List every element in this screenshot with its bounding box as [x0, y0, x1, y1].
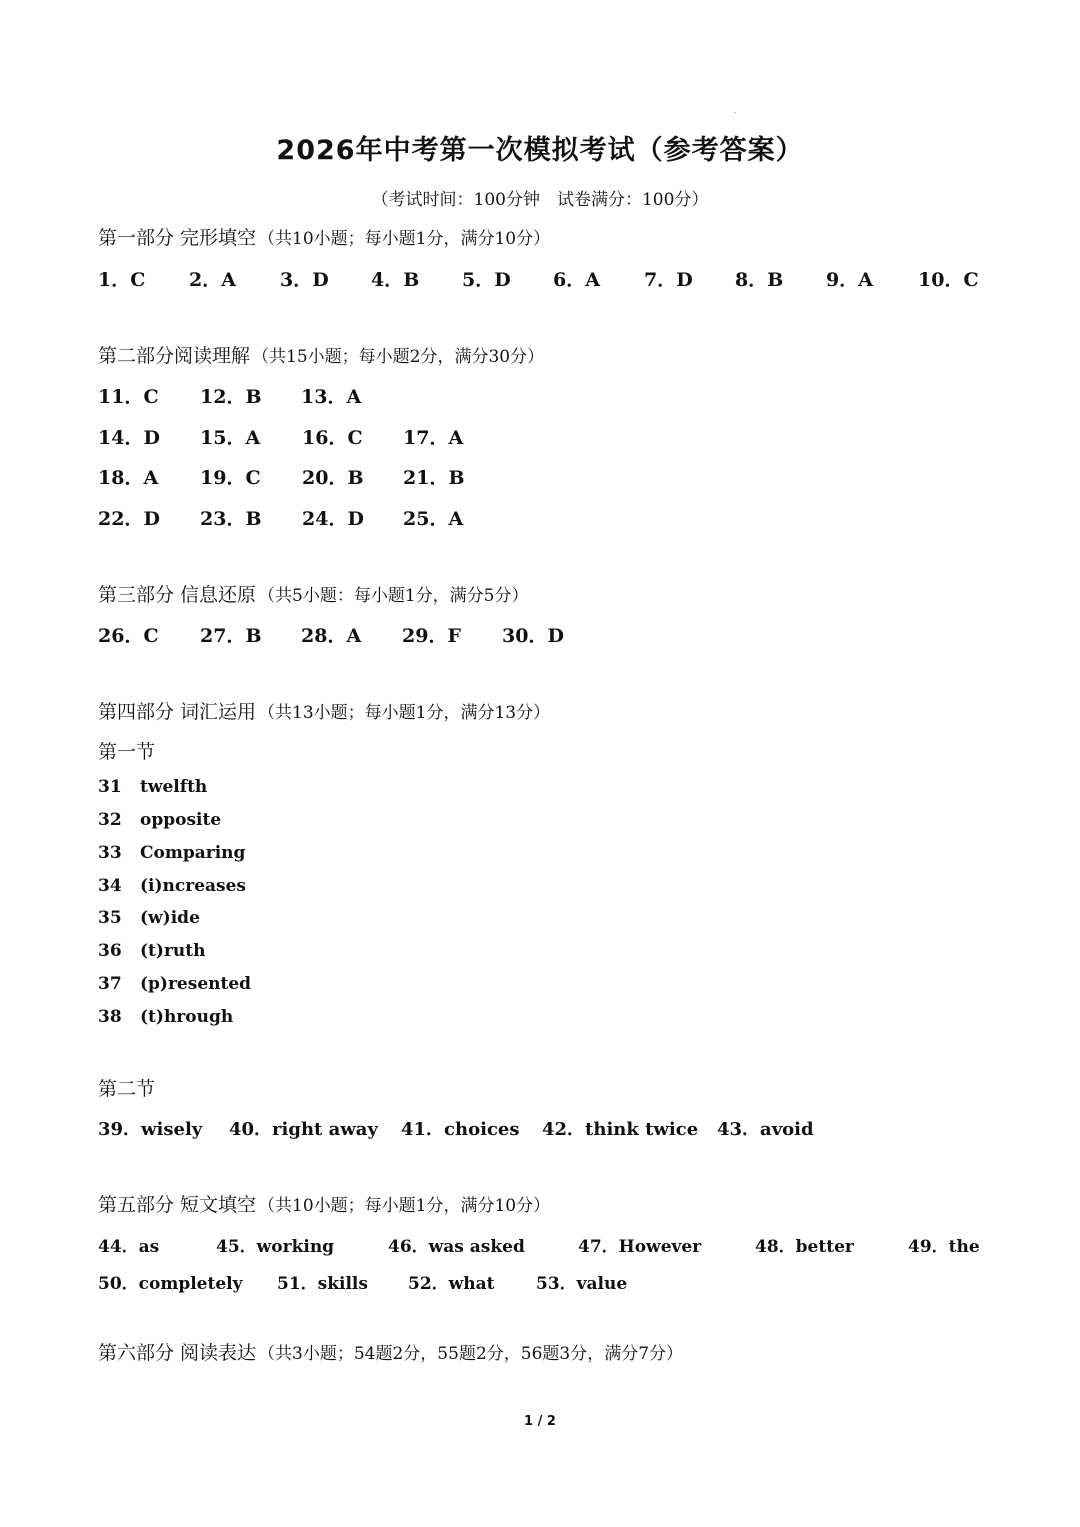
answer-item: 45．working — [216, 1237, 335, 1257]
vocab-word: opposite — [140, 810, 222, 830]
answer-item: 43．avoid — [717, 1119, 814, 1140]
answer-item: 47．However — [578, 1237, 702, 1257]
vocab-word: (p)resented — [140, 974, 252, 994]
part1-heading — [98, 223, 550, 250]
vocab-word: (t)hrough — [140, 1007, 234, 1027]
part4-section2-label: 第二节 — [98, 1078, 156, 1100]
answer-item: 48．better — [755, 1237, 854, 1257]
answer-item: 24．D — [302, 508, 364, 530]
answer-item: 25．A — [403, 508, 464, 530]
page-title: 2026年中考第一次模拟考试（参考答案） — [276, 135, 804, 166]
answer-item: 26．C — [98, 625, 159, 647]
vocab-number: 31 — [98, 777, 122, 797]
vocab-word: (w)ide — [140, 908, 200, 928]
answer-item: 15．A — [200, 427, 261, 449]
vocab-word: (t)ruth — [140, 941, 206, 961]
answer-item: 3．D — [280, 269, 329, 291]
part1-note: （共10小题；每小题1分，满分10分） — [258, 229, 551, 249]
vocab-number: 33 — [98, 843, 122, 863]
answer-item: 28．A — [301, 625, 362, 647]
answer-item: 6．A — [553, 269, 600, 291]
vocab-number: 32 — [98, 810, 122, 830]
part5-title: 第五部分 短文填空 — [98, 1194, 257, 1216]
part2-note: （共15小题；每小题2分，满分30分） — [252, 347, 545, 367]
answer-item: 50．completely — [98, 1274, 243, 1294]
answer-item: 44．as — [98, 1237, 160, 1257]
answer-item: 1．C — [98, 269, 146, 291]
answer-item: 52．what — [408, 1274, 495, 1294]
part4-note: （共13小题；每小题1分，满分13分） — [258, 703, 551, 723]
answer-item: 53．value — [536, 1274, 628, 1294]
answer-item: 4．B — [371, 269, 420, 291]
answer-item: 23．B — [200, 508, 262, 530]
part6-title: 第六部分 阅读表达 — [98, 1342, 257, 1364]
answer-item: 7．D — [644, 269, 693, 291]
answer-item: 8．B — [735, 269, 784, 291]
answer-item: 14．D — [98, 427, 160, 449]
answer-item: 12．B — [200, 386, 262, 408]
answer-item: 39．wisely — [98, 1119, 203, 1140]
answer-item: 13．A — [301, 386, 362, 408]
part4-title: 第四部分 词汇运用 — [98, 701, 257, 723]
answer-item: 41．choices — [401, 1119, 520, 1140]
answer-item: 27．B — [200, 625, 262, 647]
part2-title: 第二部分阅读理解 — [98, 345, 251, 367]
vocab-number: 38 — [98, 1007, 122, 1027]
answer-item: 11．C — [98, 386, 159, 408]
answer-item: 51．skills — [277, 1274, 368, 1294]
part2-heading — [98, 341, 544, 368]
answer-item: 2．A — [189, 269, 236, 291]
answer-item: 40．right away — [229, 1119, 378, 1140]
vocab-number: 36 — [98, 941, 122, 961]
vocab-word: Comparing — [140, 843, 246, 863]
answer-item: 16．C — [302, 427, 363, 449]
answer-item: 5．D — [462, 269, 511, 291]
answer-item: 19．C — [200, 467, 261, 489]
answer-item: 22．D — [98, 508, 160, 530]
answer-item: 9．A — [826, 269, 873, 291]
answer-item: 21．B — [403, 467, 465, 489]
answer-item: 42．think twice — [542, 1119, 699, 1140]
answer-item: 20．B — [302, 467, 364, 489]
part5-note: （共10小题；每小题1分，满分10分） — [258, 1196, 551, 1216]
scan-speck — [735, 112, 736, 113]
part3-note: （共5小题：每小题1分，满分5分） — [258, 586, 529, 606]
part6-heading — [98, 1338, 683, 1365]
part4-heading — [98, 697, 550, 724]
part5-heading — [98, 1190, 550, 1217]
part1-title: 第一部分 完形填空 — [98, 227, 257, 249]
answer-item: 46．was asked — [388, 1237, 525, 1257]
page-number: 1 / 2 — [524, 1414, 556, 1429]
answer-item: 29．F — [402, 625, 461, 647]
vocab-word: (i)ncreases — [140, 876, 247, 896]
answer-item: 18．A — [98, 467, 159, 489]
vocab-number: 37 — [98, 974, 122, 994]
answer-item: 49．the — [908, 1237, 980, 1257]
part6-note: （共3小题；54题2分，55题2分，56题3分，满分7分） — [258, 1344, 684, 1364]
part4-section1-label: 第一节 — [98, 741, 156, 763]
answer-item: 30．D — [502, 625, 564, 647]
exam-info: （考试时间：100分钟 试卷满分：100分） — [371, 190, 709, 210]
part3-heading — [98, 580, 529, 607]
vocab-number: 34 — [98, 876, 122, 896]
part3-title: 第三部分 信息还原 — [98, 584, 257, 606]
answer-item: 10．C — [918, 269, 979, 291]
vocab-number: 35 — [98, 908, 122, 928]
vocab-word: twelfth — [140, 777, 208, 797]
answer-item: 17．A — [403, 427, 464, 449]
